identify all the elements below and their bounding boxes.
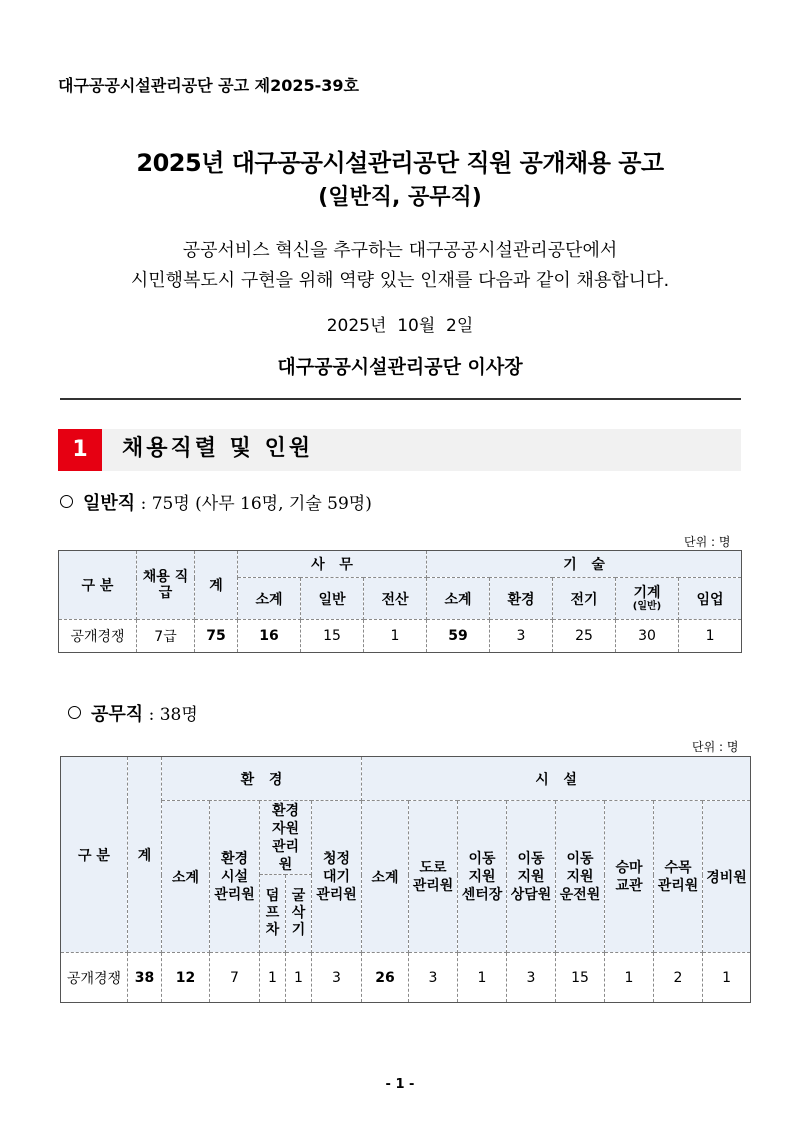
civil-unit: 단위 : 명 (692, 740, 739, 754)
header-category: 구 분 (61, 757, 128, 953)
cell-total: 75 (195, 620, 238, 653)
cell-mobility-driver: 15 (556, 953, 605, 1003)
civil-detail: : 38명 (143, 705, 198, 725)
header-guard: 경비원 (703, 801, 751, 953)
section-header (58, 429, 741, 471)
header-mechanical (616, 578, 679, 620)
page-number: - 1 - (385, 1077, 415, 1092)
cell-mechanical: 30 (616, 620, 679, 653)
header-computing: 전산 (364, 578, 427, 620)
cell-total: 38 (128, 953, 162, 1003)
header-tech: 기 술 (427, 551, 742, 578)
cell-environment: 3 (490, 620, 553, 653)
cell-forestry: 1 (679, 620, 742, 653)
cell-mobility-counsel: 3 (507, 953, 556, 1003)
cell-grade: 7급 (137, 620, 195, 653)
header-mechanical-label: 기계 (633, 585, 661, 601)
header-road: 도로 관리원 (409, 801, 458, 953)
page-title: 2025년 대구공공시설관리공단 직원 공개채용 공고 (136, 149, 664, 177)
header-env-subtotal: 소계 (162, 801, 210, 953)
header-mechanical-sub: (일반) (632, 601, 662, 612)
civil-label: 공무직 (91, 704, 144, 725)
cell-road: 3 (409, 953, 458, 1003)
cell-lift: 1 (605, 953, 654, 1003)
civil-table (60, 756, 751, 1003)
header-lift: 승마 교관 (605, 801, 654, 953)
general-unit: 단위 : 명 (684, 535, 731, 549)
notice-number: 대구공공시설관리공단 공고 제2025-39호 (58, 76, 359, 95)
header-environment: 환 경 (162, 757, 362, 801)
header-environment: 환경 (490, 578, 553, 620)
announcement-date: 2025년 10월 2일 (326, 316, 474, 336)
cell-general-admin: 15 (301, 620, 364, 653)
header-fac-subtotal: 소계 (362, 801, 409, 953)
cell-air-clean: 3 (312, 953, 362, 1003)
header-total: 계 (128, 757, 162, 953)
cell-office-subtotal: 16 (238, 620, 301, 653)
header-air-clean: 청정 대기 관리원 (312, 801, 362, 953)
section-number: 1 (58, 429, 102, 471)
cell-category: 공개경쟁 (61, 953, 128, 1003)
page-subtitle: (일반직, 공무직) (318, 185, 482, 210)
general-category-line (60, 489, 372, 515)
header-env-resource: 환경 자원 관리원 (260, 801, 312, 875)
header-office-subtotal: 소계 (238, 578, 301, 620)
cell-tree: 2 (654, 953, 703, 1003)
signer: 대구공공시설관리공단 이사장 (277, 356, 523, 378)
table-row (59, 620, 742, 653)
header-excavator (286, 875, 312, 953)
header-grade: 채용 직급 (137, 551, 195, 620)
general-table (58, 550, 742, 653)
header-forestry: 임업 (679, 578, 742, 620)
circle-bullet-icon (68, 706, 81, 719)
intro-line-1: 공공서비스 혁신을 추구하는 대구공공시설관리공단에서 (182, 240, 618, 261)
header-mobility-center: 이동 지원 센터장 (458, 801, 507, 953)
civil-category-line (68, 700, 198, 726)
cell-excavator: 1 (286, 953, 312, 1003)
circle-bullet-icon (60, 495, 73, 508)
divider (60, 398, 741, 400)
header-tree: 수목 관리원 (654, 801, 703, 953)
cell-electrical: 25 (553, 620, 616, 653)
header-excavator-label: 굴 삭 기 (291, 888, 306, 938)
general-label: 일반직 (83, 493, 136, 514)
cell-mobility-center: 1 (458, 953, 507, 1003)
table-row (61, 953, 751, 1003)
header-category: 구 분 (59, 551, 137, 620)
cell-env-subtotal: 12 (162, 953, 210, 1003)
header-dump-truck-label: 덤 프 차 (265, 888, 280, 938)
header-dump-truck (260, 875, 286, 953)
cell-fac-subtotal: 26 (362, 953, 409, 1003)
cell-guard: 1 (703, 953, 751, 1003)
cell-category: 공개경쟁 (59, 620, 137, 653)
header-env-facility: 환경 시설 관리원 (210, 801, 260, 953)
intro-line-2: 시민행복도시 구현을 위해 역량 있는 인재를 다음과 같이 채용합니다. (130, 270, 670, 291)
header-mobility-counsel: 이동 지원 상담원 (507, 801, 556, 953)
header-office: 사 무 (238, 551, 427, 578)
cell-computing: 1 (364, 620, 427, 653)
header-total: 계 (195, 551, 238, 620)
section-title: 채용직렬 및 인원 (122, 436, 314, 461)
general-detail: : 75명 (사무 16명, 기술 59명) (135, 494, 372, 514)
cell-tech-subtotal: 59 (427, 620, 490, 653)
header-mobility-driver: 이동 지원 운전원 (556, 801, 605, 953)
header-general-admin: 일반 (301, 578, 364, 620)
header-electrical: 전기 (553, 578, 616, 620)
cell-dump-truck: 1 (260, 953, 286, 1003)
header-facility: 시 설 (362, 757, 751, 801)
header-tech-subtotal: 소계 (427, 578, 490, 620)
cell-env-facility: 7 (210, 953, 260, 1003)
